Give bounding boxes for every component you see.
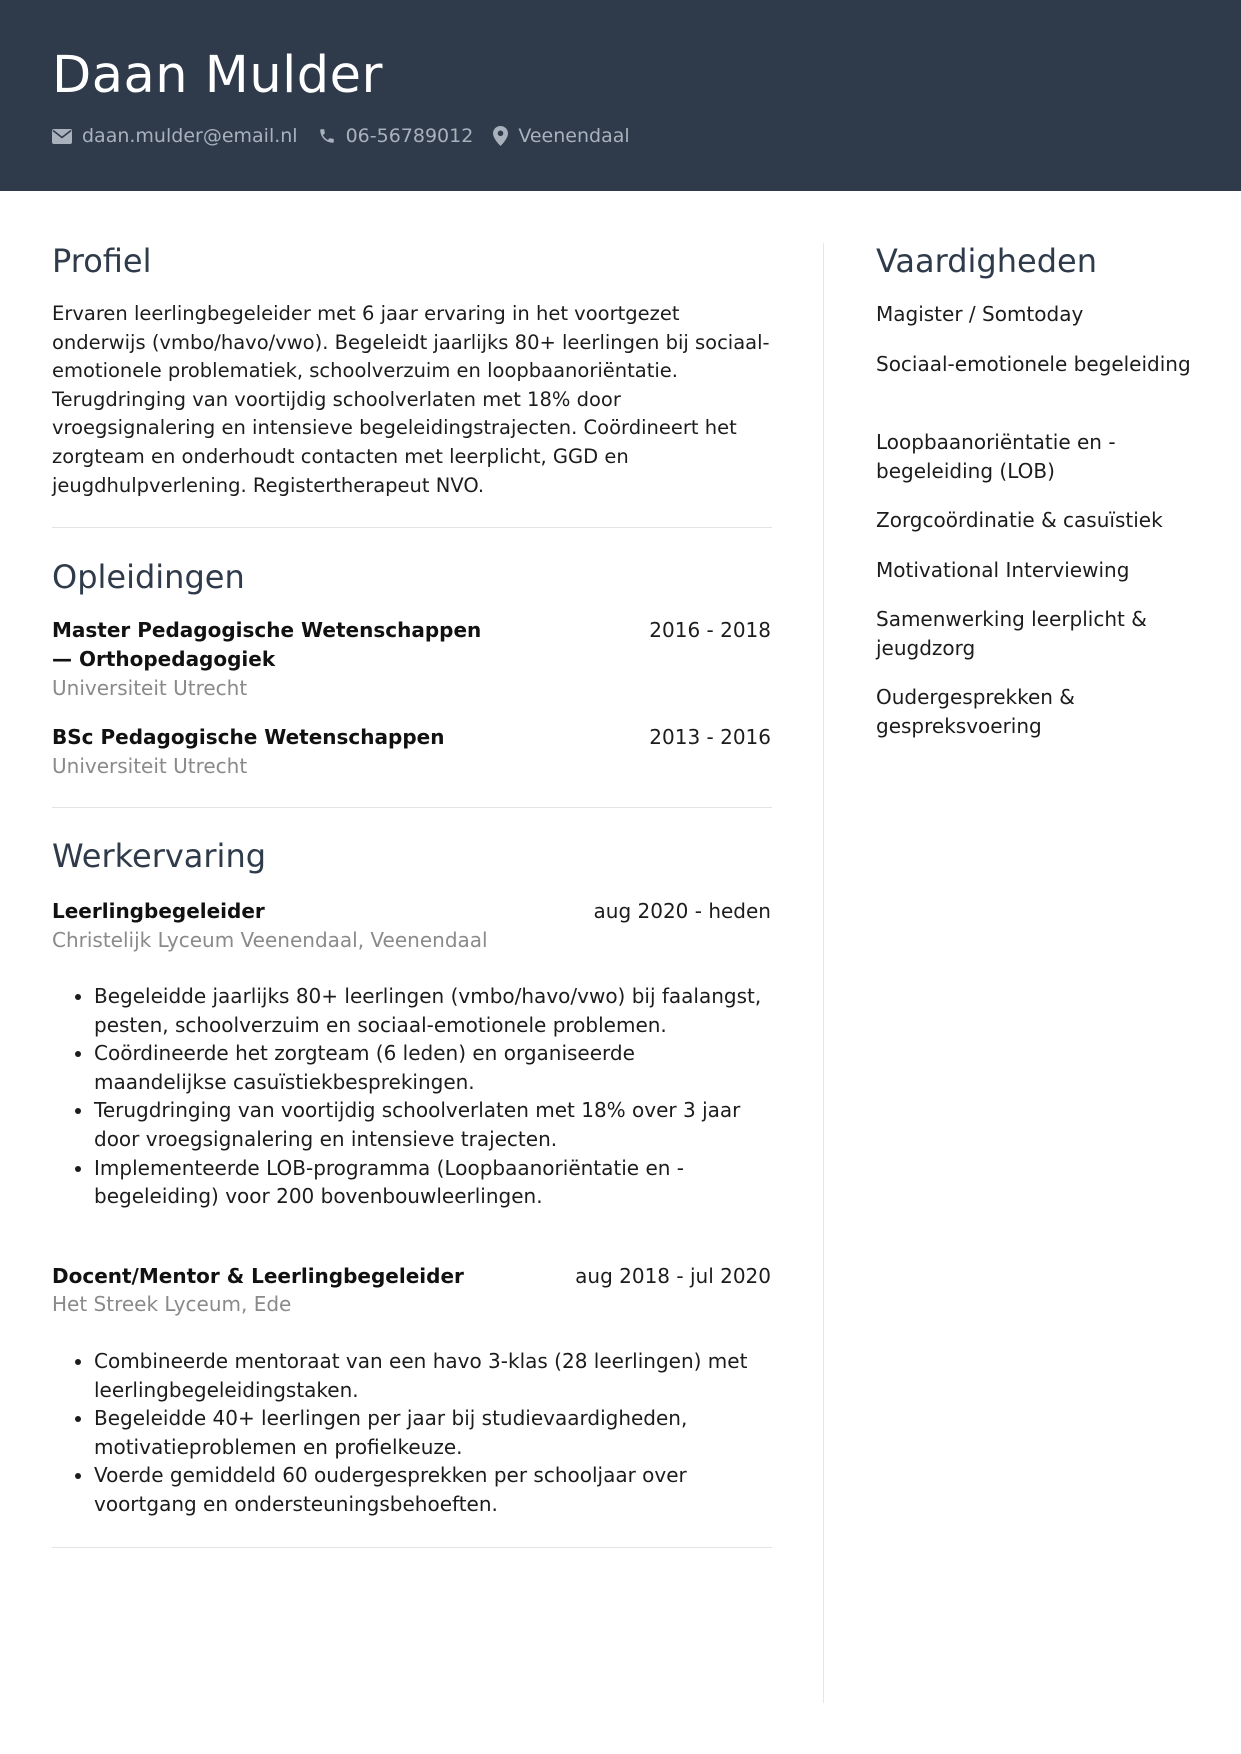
job-role: Docent/Mentor & Leerlingbegeleider [52,1264,464,1288]
skill-item: Zorgcoördinatie & casuïstiek [876,508,1163,532]
skill-item: Samenwerking leerplicht & jeugdzorg [876,607,1147,660]
phone-text: 06-56789012 [345,125,474,147]
education-degree: Master Pedagogische Wetenschappen — Orthopedagogiek [52,618,482,671]
job-dates: aug 2018 - jul 2020 [575,1264,771,1288]
job-bullets [52,982,772,1211]
education-school: Universiteit Utrecht [52,754,248,778]
location-text: Veenendaal [518,125,630,147]
education-dates: 2013 - 2016 [649,725,771,749]
education-dates: 2016 - 2018 [649,618,771,642]
contact-phone[interactable] [318,125,474,147]
map-pin-icon [493,126,508,146]
section-divider [52,1547,772,1548]
job-dates: aug 2020 - heden [593,899,771,923]
candidate-name: Daan Mulder [52,46,384,105]
experience-heading: Werkervaring [52,837,267,875]
phone-icon [318,127,336,145]
education-school: Universiteit Utrecht [52,676,248,700]
list-item: • Coördineerde het zorgteam (6 leden) en organiseerde maandelijkse casuïstiekbesprekingen. [94,1039,772,1096]
skill-item: Magister / Somtoday [876,302,1084,326]
skills-heading: Vaardigheden [876,242,1097,280]
job-bullets [52,1347,772,1519]
list-item: • Begeleidde jaarlijks 80+ leerlingen (vmbo/havo/vwo) bij faalangst, pesten, schoolverzuim en sociaal-emotionele problemen. [94,982,772,1039]
skill-item: Oudergesprekken & gespreksvoering [876,685,1075,738]
envelope-icon [52,129,72,144]
contact-bar [52,122,650,150]
education-degree: BSc Pedagogische Wetenschappen [52,725,445,749]
list-item: • Implementeerde LOB-programma (Loopbaanoriëntatie en -begeleiding) voor 200 bovenbouwleerlingen. [94,1154,772,1211]
profile-summary: Ervaren leerlingbegeleider met 6 jaar ervaring in het voortgezet onderwijs (vmbo/havo/vwo). Begeleidt jaarlijks 80+ leerlingen bij sociaal-emotionele problematiek, schoolverzuim en loopbaanoriëntatie. Terugdringing van voortijdig schoolverlaten met 18% door vroegsignalering en intensieve begeleidingstrajecten. Coördineert het zorgteam en onderhoudt contacten met leerplicht, GGD en jeugdhulpverlening. Registertherapeut NVO. [52,302,770,497]
job-role: Leerlingbegeleider [52,899,265,923]
contact-location [493,125,629,147]
skill-item: Motivational Interviewing [876,558,1130,582]
email-text: daan.mulder@email.nl [82,125,298,147]
profile-heading: Profiel [52,242,152,280]
section-divider [52,807,772,808]
list-item: • Begeleidde 40+ leerlingen per jaar bij studievaardigheden, motivatieproblemen en profielkeuze. [94,1404,772,1461]
section-divider [52,527,772,528]
job-employer: Het Streek Lyceum, Ede [52,1292,292,1316]
header-banner [0,0,1241,191]
skill-item: Loopbaanoriëntatie en -begeleiding (LOB) [876,430,1116,483]
list-item: • Voerde gemiddeld 60 oudergesprekken per schooljaar over voortgang en ondersteuningsbehoeften. [94,1461,772,1518]
list-item: • Combineerde mentoraat van een havo 3-klas (28 leerlingen) met leerlingbegeleidingstaken. [94,1347,772,1404]
job-employer: Christelijk Lyceum Veenendaal, Veenendaal [52,928,488,952]
education-heading: Opleidingen [52,558,245,596]
skill-item: Sociaal-emotionele begeleiding [876,352,1191,376]
contact-email[interactable] [52,125,298,147]
list-item: • Terugdringing van voortijdig schoolverlaten met 18% over 3 jaar door vroegsignalering en intensieve trajecten. [94,1096,772,1153]
column-divider [823,243,824,1703]
